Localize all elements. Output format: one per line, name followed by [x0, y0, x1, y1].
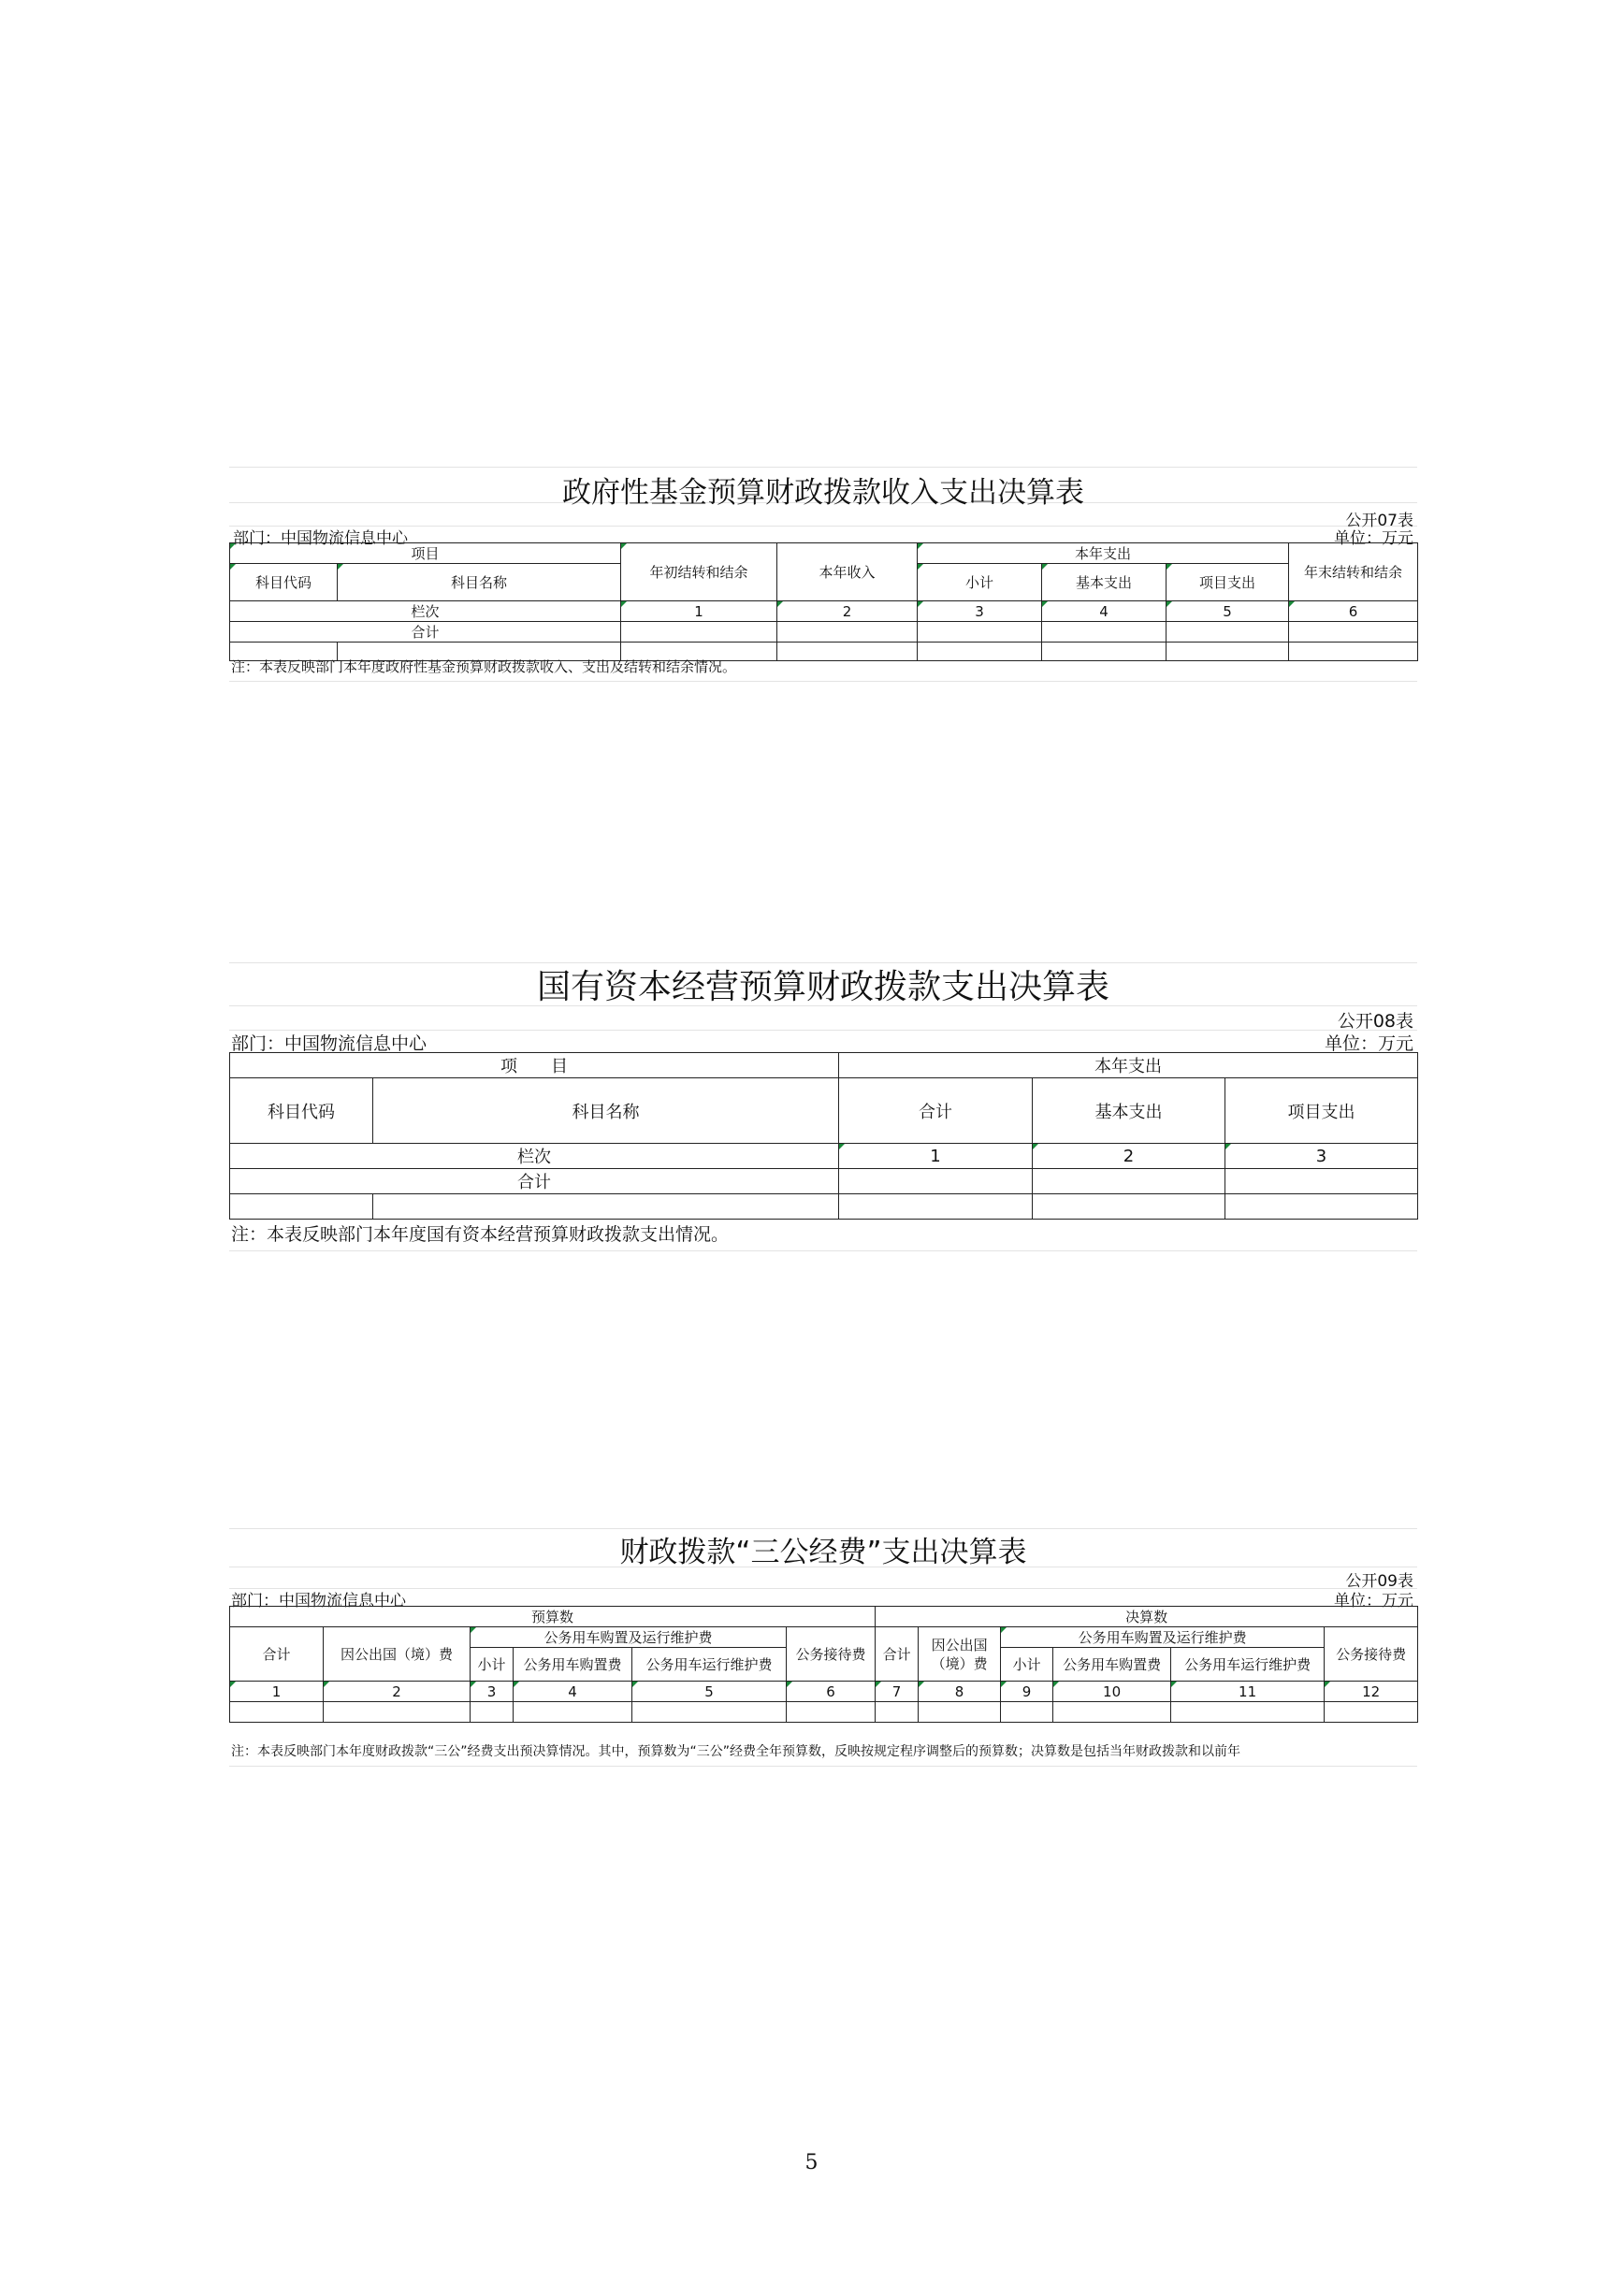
table-cell [918, 622, 1042, 643]
table-cell [471, 1702, 514, 1723]
table-cell [1289, 622, 1418, 643]
col-index: 1 [839, 1144, 1033, 1169]
header-basic: 基本支出 [1033, 1078, 1225, 1144]
header-purchase: 公务用车购置费 [514, 1648, 632, 1682]
header-total: 合计 [230, 1627, 324, 1682]
table-cell [876, 1702, 919, 1723]
table-cell [230, 1702, 324, 1723]
col-index: 5 [1167, 601, 1289, 622]
table-cell [1289, 643, 1418, 661]
header-project: 项目 [230, 543, 621, 564]
table07-code: 公开07表 [1345, 512, 1413, 530]
table07-department: 部门：中国物流信息中心 [233, 529, 408, 548]
col-index: 2 [777, 601, 918, 622]
table07-block [229, 463, 1417, 683]
grid-line [229, 1766, 1417, 1767]
col-index: 3 [918, 601, 1042, 622]
table-cell [1001, 1702, 1053, 1723]
table-cell [1225, 1194, 1418, 1220]
table-cell [1033, 1169, 1225, 1194]
table-cell [1325, 1702, 1418, 1723]
table07-title: 政府性基金预算财政拨款收入支出决算表 [562, 476, 1084, 510]
col-index: 4 [1042, 601, 1167, 622]
table08-note: 注：本表反映部门本年度国有资本经营预算财政拨款支出情况。 [231, 1224, 730, 1245]
col-index: 1 [230, 1682, 324, 1702]
table-cell [1167, 622, 1289, 643]
header-subject-code: 科目代码 [230, 1078, 373, 1144]
col-index: 6 [787, 1682, 876, 1702]
header-budget: 预算数 [230, 1607, 876, 1627]
header-subject-name: 科目名称 [338, 564, 621, 601]
col-index: 10 [1053, 1682, 1171, 1702]
header-subject-name: 科目名称 [373, 1078, 839, 1144]
row-index-label: 栏次 [230, 1144, 839, 1169]
total-label: 合计 [230, 1169, 839, 1194]
table09-block [229, 1524, 1417, 1768]
row-index-label: 栏次 [230, 601, 621, 622]
table09-department: 部门：中国物流信息中心 [231, 1592, 406, 1610]
grid-line [229, 681, 1417, 682]
page-number: 5 [804, 2151, 819, 2174]
table-cell [839, 1194, 1033, 1220]
table09-note: 注：本表反映部门本年度财政拨款“三公”经费支出预决算情况。其中，预算数为“三公”经费全年预算数，反映按规定程序调整后的预算数；决算数是包括当年财政拨款和以前年 [231, 1744, 1241, 1759]
grid-line [229, 1588, 1417, 1589]
col-index: 1 [621, 601, 777, 622]
col-index: 8 [919, 1682, 1001, 1702]
header-expense: 本年支出 [918, 543, 1289, 564]
header-final: 决算数 [876, 1607, 1418, 1627]
table08-department: 部门：中国物流信息中心 [231, 1033, 427, 1054]
col-index: 11 [1171, 1682, 1325, 1702]
table08-unit: 单位：万元 [1324, 1033, 1413, 1054]
table09-unit: 单位：万元 [1334, 1592, 1413, 1610]
table09-code: 公开09表 [1345, 1572, 1413, 1591]
header-maintenance: 公务用车运行维护费 [632, 1648, 787, 1682]
header-reception: 公务接待费 [1325, 1627, 1418, 1682]
table-cell [1171, 1702, 1325, 1723]
table09 [229, 1606, 1418, 1723]
col-index: 12 [1325, 1682, 1418, 1702]
header-total: 合计 [876, 1627, 919, 1682]
table-cell [919, 1702, 1001, 1723]
header-purchase: 公务用车购置费 [1053, 1648, 1171, 1682]
table-cell [777, 643, 918, 661]
table07 [229, 542, 1418, 661]
table-cell [1042, 622, 1167, 643]
table-cell [373, 1194, 839, 1220]
grid-line [229, 1250, 1417, 1251]
header-vehicle: 公务用车购置及运行维护费 [471, 1627, 787, 1648]
header-subtotal: 小计 [471, 1648, 514, 1682]
col-index: 2 [324, 1682, 471, 1702]
col-index: 9 [1001, 1682, 1053, 1702]
header-project: 项 目 [230, 1053, 839, 1078]
table09-title: 财政拨款“三公经费”支出决算表 [619, 1536, 1027, 1569]
table07-note: 注：本表反映部门本年度政府性基金预算财政拨款收入、支出及结转和结余情况。 [231, 658, 737, 675]
header-carry-end: 年末结转和结余 [1289, 543, 1418, 601]
table-cell [514, 1702, 632, 1723]
table-cell [324, 1702, 471, 1723]
col-index: 3 [471, 1682, 514, 1702]
table-cell [1033, 1194, 1225, 1220]
table-cell [1042, 643, 1167, 661]
table-cell [1167, 643, 1289, 661]
header-basic: 基本支出 [1042, 564, 1167, 601]
header-abroad: 因公出国（境）费 [324, 1627, 471, 1682]
header-total: 合计 [839, 1078, 1033, 1144]
table-cell [632, 1702, 787, 1723]
table08-code: 公开08表 [1337, 1011, 1413, 1032]
table08-block [229, 959, 1417, 1253]
table-cell [918, 643, 1042, 661]
table-cell [787, 1702, 876, 1723]
header-income: 本年收入 [777, 543, 918, 601]
table-cell [839, 1169, 1033, 1194]
header-project-exp: 项目支出 [1167, 564, 1289, 601]
header-subject-code: 科目代码 [230, 564, 338, 601]
header-expense: 本年支出 [839, 1053, 1418, 1078]
col-index: 7 [876, 1682, 919, 1702]
table-cell [1053, 1702, 1171, 1723]
header-maintenance: 公务用车运行维护费 [1171, 1648, 1325, 1682]
table-cell [777, 622, 918, 643]
col-index: 4 [514, 1682, 632, 1702]
header-reception: 公务接待费 [787, 1627, 876, 1682]
col-index: 5 [632, 1682, 787, 1702]
header-subtotal: 小计 [918, 564, 1042, 601]
table08-title: 国有资本经营预算财政拨款支出决算表 [536, 968, 1109, 1006]
table07-unit: 单位：万元 [1334, 529, 1413, 548]
header-carry-begin: 年初结转和结余 [621, 543, 777, 601]
header-abroad: 因公出国（境）费 [919, 1627, 1001, 1682]
col-index: 2 [1033, 1144, 1225, 1169]
header-vehicle: 公务用车购置及运行维护费 [1001, 1627, 1325, 1648]
total-label: 合计 [230, 622, 621, 643]
table-cell [230, 1194, 373, 1220]
table-cell [1225, 1169, 1418, 1194]
table-cell [621, 622, 777, 643]
grid-line [229, 467, 1417, 468]
header-project-exp: 项目支出 [1225, 1078, 1418, 1144]
col-index: 3 [1225, 1144, 1418, 1169]
table08 [229, 1052, 1418, 1220]
col-index: 6 [1289, 601, 1418, 622]
header-subtotal: 小计 [1001, 1648, 1053, 1682]
